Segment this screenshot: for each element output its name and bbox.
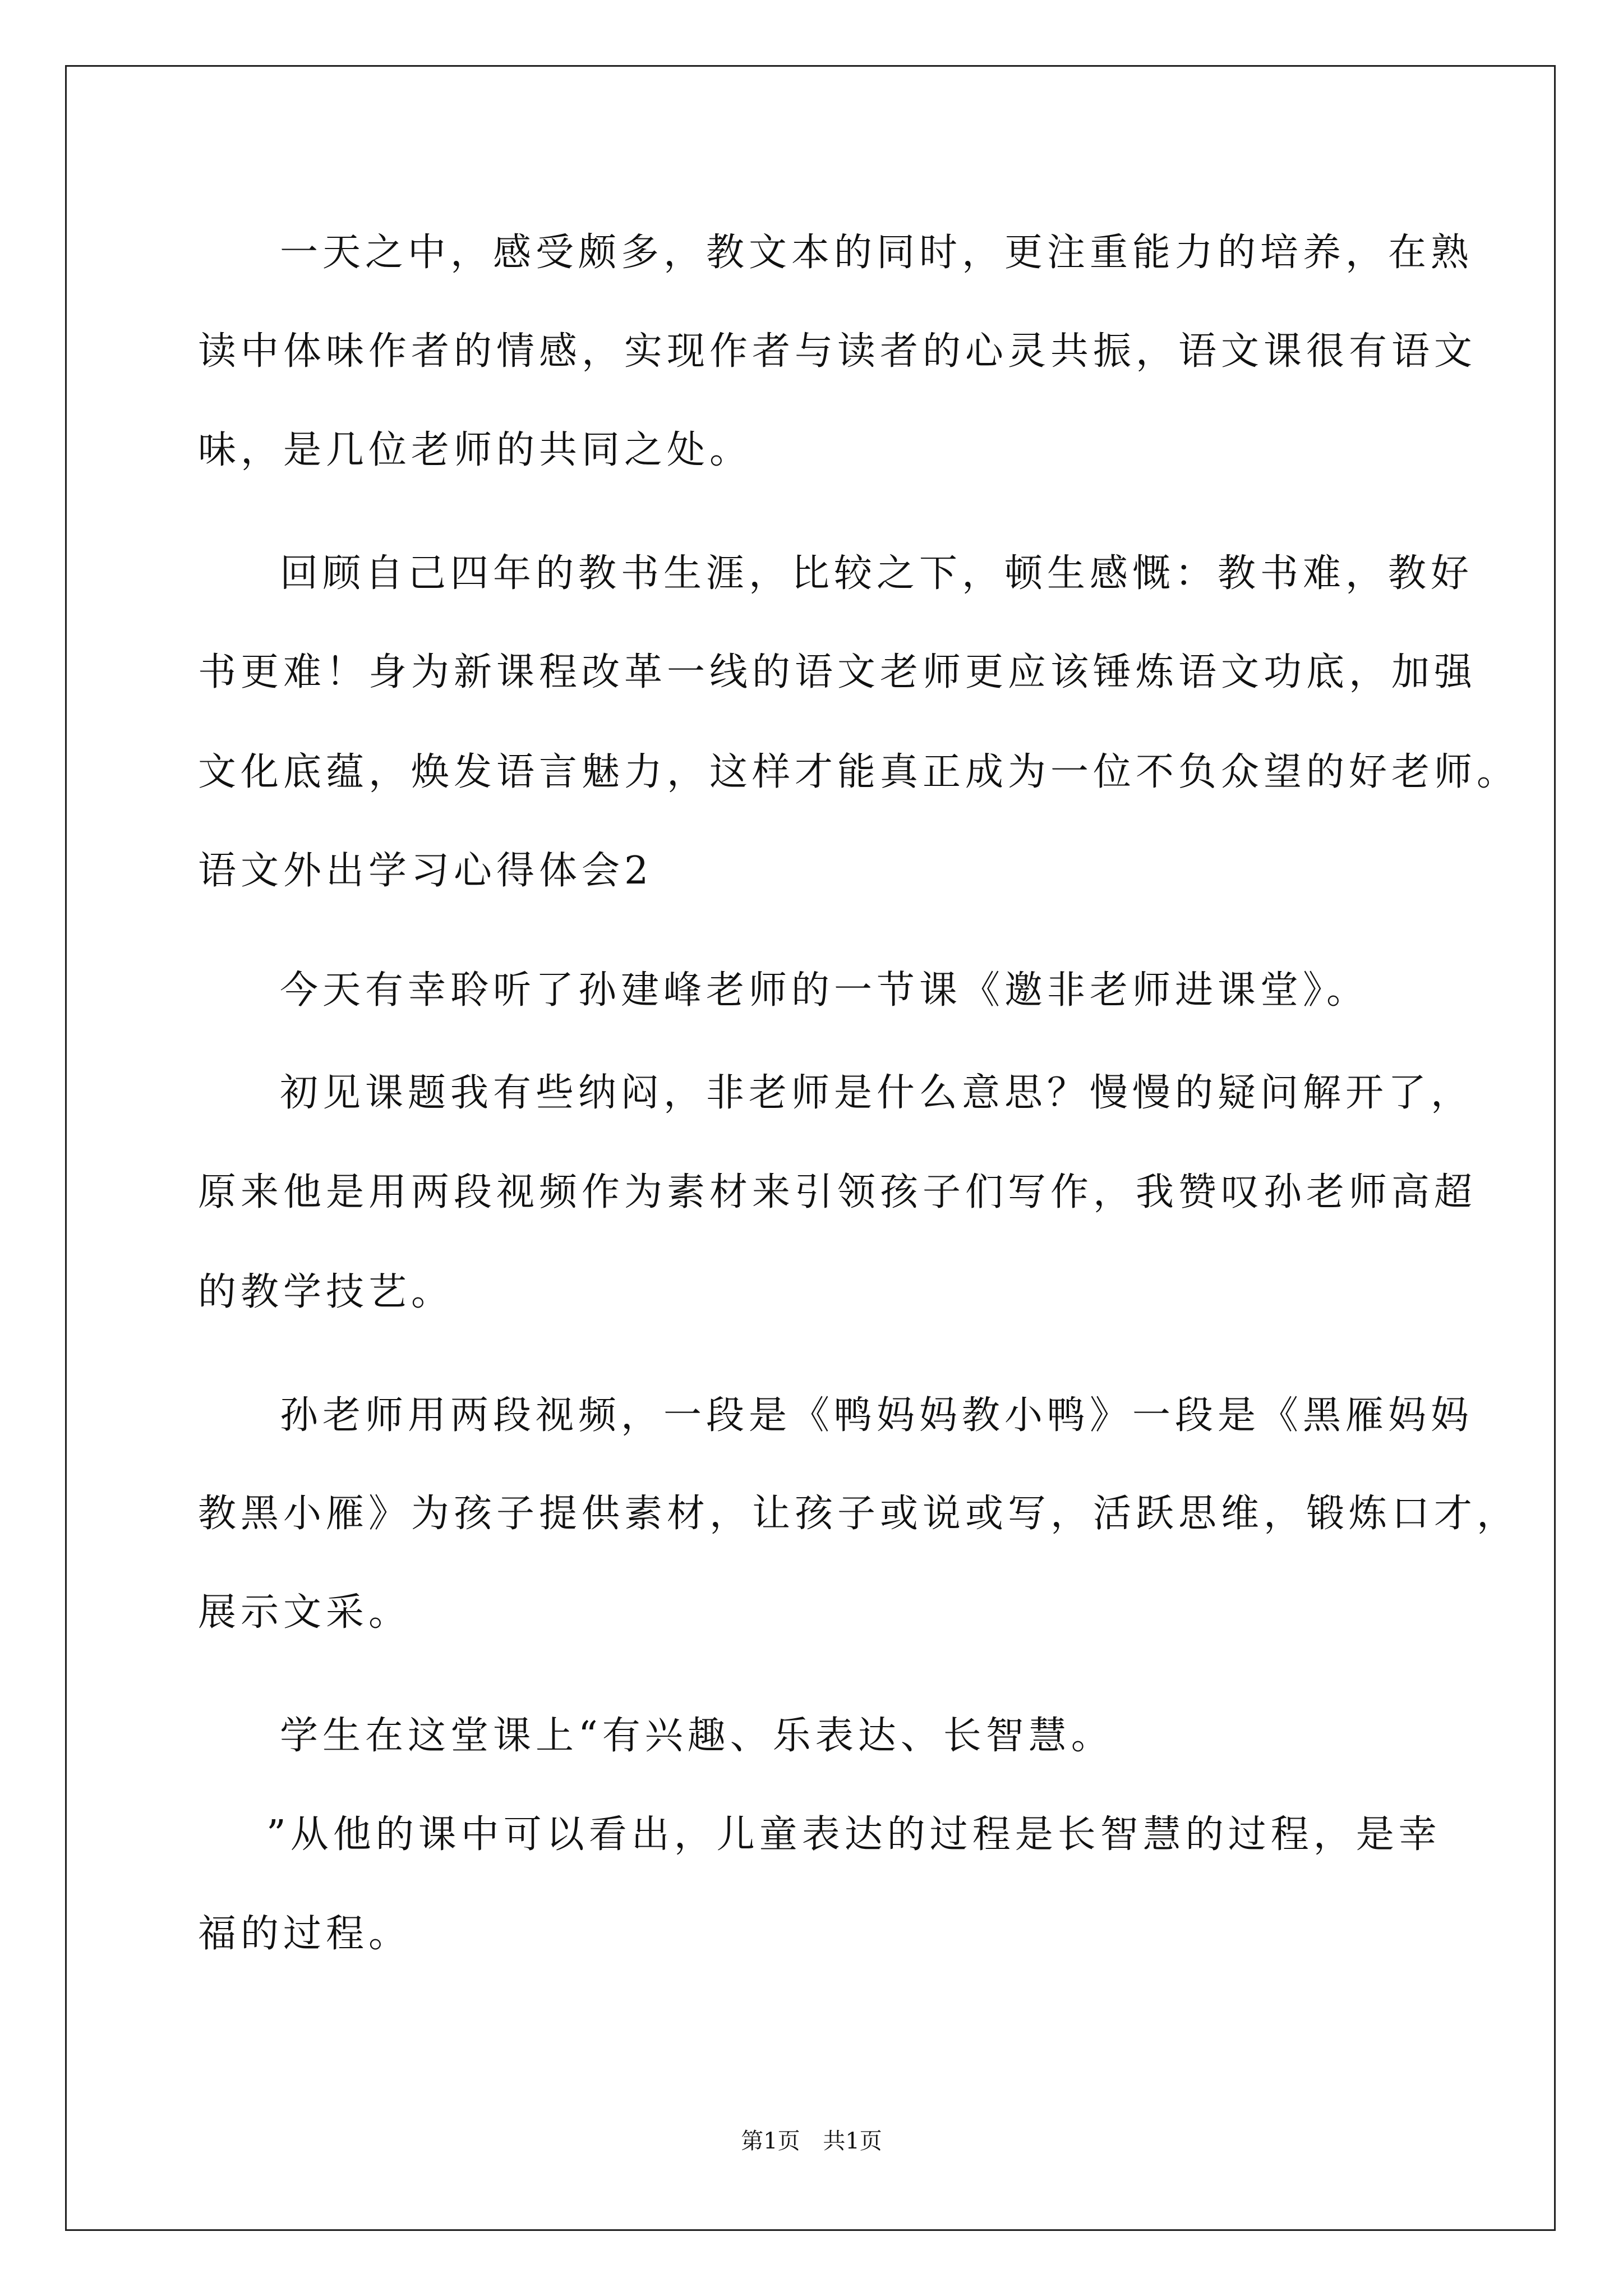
paragraph-5-line-2: 教黑小雁》为孩子提供素材，让孩子或说或写，活跃思维，锻炼口才，: [198, 1492, 1520, 1536]
paragraph-1-line-1: 一天之中，感受颇多，教文本的同时，更注重能力的培养，在熟: [280, 231, 1474, 275]
page-border: [65, 65, 1556, 2231]
paragraph-1-line-2: 读中体味作者的情感，实现作者与读者的心灵共振，语文课很有语文: [198, 329, 1477, 374]
page-total: 共1页: [823, 2128, 882, 2154]
paragraph-3-line-1: 今天有幸聆听了孙建峰老师的一节课《邀非老师进课堂》。: [280, 968, 1370, 1013]
page-footer: [0, 2130, 1623, 2152]
paragraph-4-line-3: 的教学技艺。: [198, 1270, 454, 1314]
paragraph-5-line-1: 孙老师用两段视频，一段是《鸭妈妈教小鸭》一段是《黑雁妈妈: [280, 1393, 1474, 1438]
paragraph-2-line-1: 回顾自己四年的教书生涯，比较之下，顿生感慨：教书难，教好: [280, 551, 1474, 596]
paragraph-6-line-1: 学生在这堂课上“有兴趣、乐表达、长智慧。: [280, 1714, 1114, 1758]
paragraph-5-line-3: 展示文采。: [198, 1590, 412, 1635]
paragraph-1-line-3: 味，是几位老师的共同之处。: [198, 428, 753, 472]
paragraph-2-line-2: 书更难！身为新课程改革一线的语文老师更应该锤炼语文功底，加强: [198, 650, 1477, 694]
page-number: 第1页: [741, 2128, 800, 2154]
paragraph-7-line-1: ”从他的课中可以看出，儿童表达的过程是长智慧的过程，是幸: [266, 1812, 1441, 1857]
paragraph-2-line-3: 文化底蕴，焕发语言魅力，这样才能真正成为一位不负众望的好老师。: [198, 750, 1520, 794]
paragraph-4-line-2: 原来他是用两段视频作为素材来引领孩子们写作，我赞叹孙老师高超: [198, 1170, 1477, 1214]
paragraph-4-line-1: 初见课题我有些纳闷，非老师是什么意思？慢慢的疑问解开了，: [280, 1071, 1474, 1115]
paragraph-7-line-2: 福的过程。: [198, 1912, 412, 1956]
section-heading: 语文外出学习心得体会2: [198, 849, 653, 893]
